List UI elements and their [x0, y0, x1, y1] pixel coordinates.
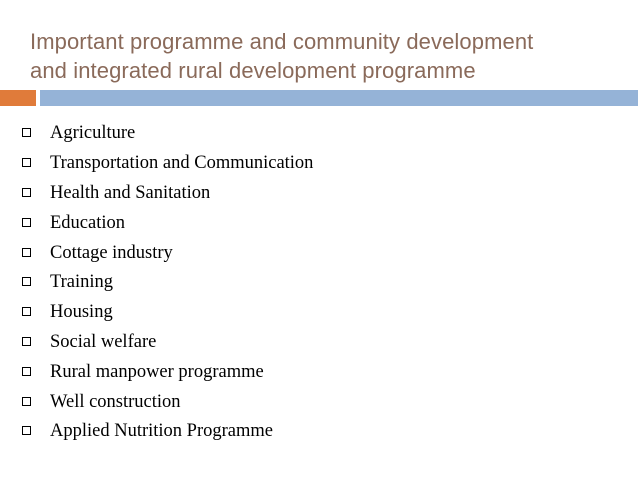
list-item: [22, 268, 313, 298]
list-item-text: Training: [50, 272, 114, 293]
square-bullet-icon: [22, 248, 31, 257]
square-bullet-icon: [22, 158, 31, 167]
list-item-text: Transportation and Communication: [50, 153, 314, 174]
square-bullet-icon: [22, 188, 31, 197]
divider-band: [40, 90, 638, 106]
slide-title: [30, 27, 620, 85]
square-bullet-icon: [22, 337, 31, 346]
square-bullet-icon: [22, 128, 31, 137]
list-item-text: Social welfare: [50, 331, 157, 352]
list-item: [22, 208, 313, 238]
list-item: [22, 119, 313, 149]
divider-accent-bar: [0, 90, 36, 106]
list-item: [22, 417, 313, 447]
list-item: [22, 328, 313, 358]
list-item: [22, 298, 313, 328]
title-divider: [0, 90, 638, 106]
bullet-list: [22, 119, 313, 447]
list-item: [22, 179, 313, 209]
list-item: [22, 238, 313, 268]
list-item-text: Well construction: [50, 391, 181, 412]
list-item: [22, 149, 313, 179]
square-bullet-icon: [22, 426, 31, 435]
list-item: [22, 387, 313, 417]
list-item-text: Health and Sanitation: [50, 182, 211, 203]
list-item-text: Housing: [50, 302, 113, 323]
square-bullet-icon: [22, 218, 31, 227]
title-line-1: Important programme and community development: [30, 29, 534, 54]
square-bullet-icon: [22, 397, 31, 406]
list-item-text: Cottage industry: [50, 242, 173, 263]
list-item-text: Applied Nutrition Programme: [50, 421, 273, 442]
square-bullet-icon: [22, 277, 31, 286]
square-bullet-icon: [22, 367, 31, 376]
title-line-2: and integrated rural development programme: [30, 58, 476, 83]
list-item-text: Agriculture: [50, 123, 136, 144]
list-item-text: Rural manpower programme: [50, 361, 264, 382]
list-item: [22, 357, 313, 387]
square-bullet-icon: [22, 307, 31, 316]
list-item-text: Education: [50, 212, 126, 233]
